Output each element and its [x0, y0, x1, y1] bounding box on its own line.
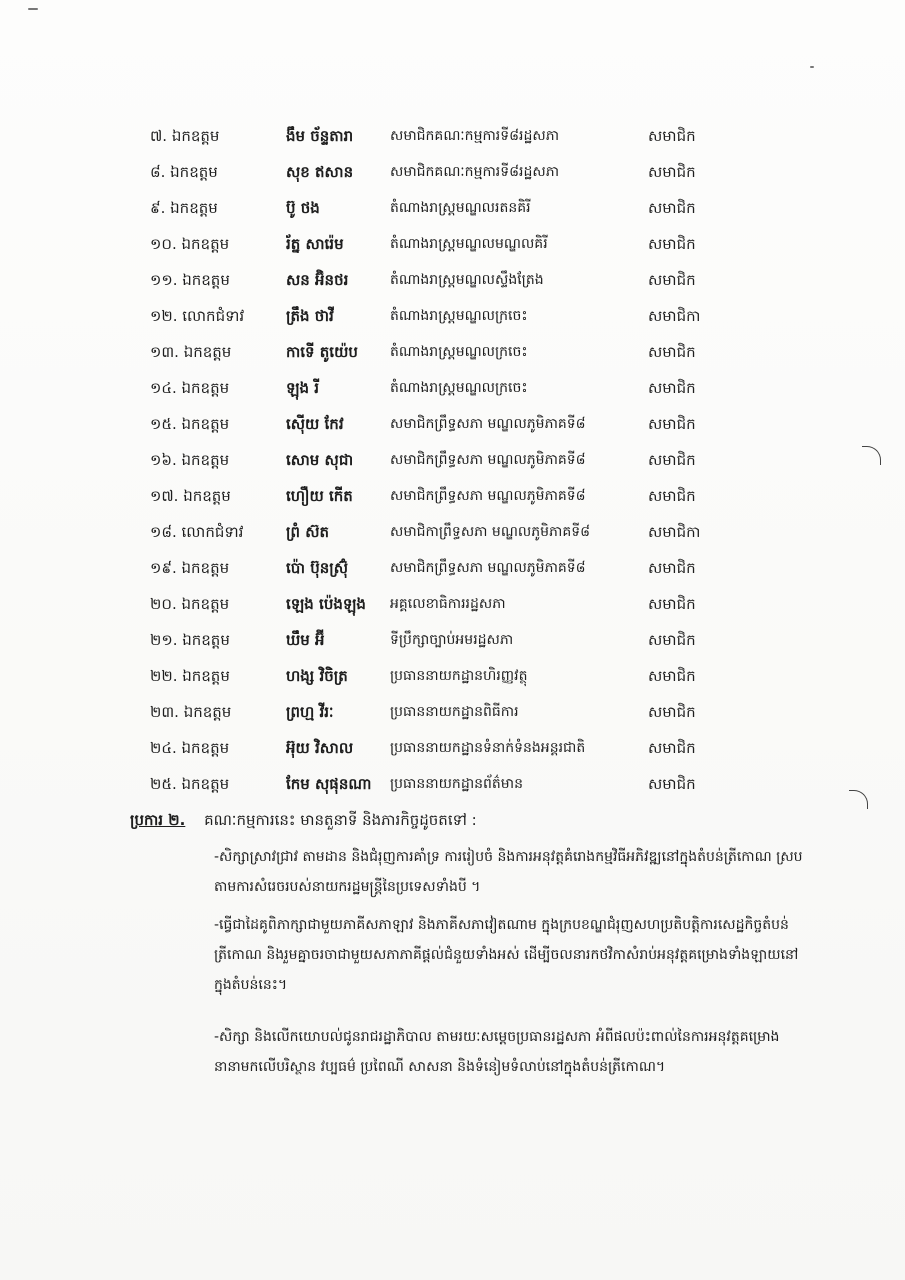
member-name: ឡេង ប៉េងឡុង [286, 595, 366, 613]
list-item [150, 298, 750, 334]
scan-mark [862, 446, 881, 465]
duty-paragraph-2: -ធ្វើជាដៃគូពិភាក្សាជាមួយភាគីសភាឡាវ និងភាគីសភាវៀតណាម ក្នុងក្របខណ្ឌជំរុញសហប្រតិបត្តិការសេដ្ឋកិច្ចតំបន់ត្រីកោណ និងរួមគ្នាចរចាជាមួយសភាភាគីផ្តល់ជំនួយទាំងអស់ ដើម្បីចលនារកថវិកាសំរាប់អនុវត្តគម្រោងទាំងឡាយនៅក្នុងតំបន់នេះ។ [214, 917, 799, 993]
list-item [150, 406, 750, 442]
list-item [150, 478, 750, 514]
member-name: ប៊ូ ថង [286, 199, 320, 217]
list-item [150, 370, 750, 406]
member-position: តំណាងរាស្ត្រមណ្ឌលរតនគិរី [390, 200, 531, 216]
member-number: ១៦. ឯកឧត្តម [150, 451, 230, 469]
member-number: ១៥. ឯកឧត្តម [150, 415, 230, 433]
member-name: អ៊ុយ វិសាល [286, 739, 354, 757]
member-position: ប្រធាននាយកដ្ឋានព័ត៌មាន [390, 776, 524, 792]
member-position: សមាជិកព្រឹទ្ធសភា មណ្ឌលភូមិភាគទី៨ [390, 416, 586, 432]
list-item [150, 190, 750, 226]
member-role: សមាជិក [648, 451, 696, 469]
member-position: សមាជិកព្រឹទ្ធសភា មណ្ឌលភូមិភាគទី៨ [390, 560, 586, 576]
member-name: សុខ ឥសាន [286, 163, 354, 181]
list-item [150, 586, 750, 622]
member-role: សមាជិក [648, 487, 696, 505]
list-item [150, 118, 750, 154]
member-name: រ័ត្ន សារ៉េម [286, 235, 344, 253]
member-name: ត្រឹង ថាវី [286, 307, 334, 325]
member-role: សមាជិក [648, 631, 696, 649]
member-list [150, 118, 750, 802]
member-position: សមាជិកព្រឹទ្ធសភា មណ្ឌលភូមិភាគទី៨ [390, 452, 586, 468]
list-item [150, 766, 750, 802]
list-item [150, 514, 750, 550]
member-position: តំណាងរាស្ត្រមណ្ឌលក្រចេះ [390, 344, 528, 360]
member-role: សមាជិក [648, 775, 696, 793]
member-position: តំណាងរាស្ត្រមណ្ឌលក្រចេះ [390, 308, 528, 324]
member-role: សមាជិកា [648, 307, 701, 325]
member-role: សមាជិកា [648, 523, 701, 541]
member-name: កែម សុផុនណា [286, 775, 372, 793]
member-role: សមាជិក [648, 235, 696, 253]
member-role: សមាជិក [648, 379, 696, 397]
member-number: ២៥. ឯកឧត្តម [150, 775, 230, 793]
member-position: តំណាងរាស្ត្រមណ្ឌលមណ្ឌលគិរី [390, 236, 548, 252]
member-name: ងឹម ច័ន្ទតារា [286, 127, 354, 145]
member-position: សមាជិកគណៈកម្មការទី៨រដ្ឋសភា [390, 128, 560, 144]
member-role: សមាជិក [648, 163, 696, 181]
member-number: ២២. ឯកឧត្តម [150, 667, 230, 685]
member-role: សមាជិក [648, 667, 696, 685]
scan-mark [849, 790, 868, 809]
list-item [150, 622, 750, 658]
scan-speck [28, 8, 38, 10]
member-name: ឡុង រី [286, 379, 320, 397]
member-position: ទីប្រឹក្សាច្បាប់អមរដ្ឋសភា [390, 632, 514, 648]
duty-paragraph-3: -សិក្សា និងលើកយោបល់ជូនរាជរដ្ឋាភិបាល តាមរយៈសម្តេចប្រធានរដ្ឋសភា អំពីផលប៉ះពាល់នៃការអនុវត្តគម្រោងនានាមកលើបរិស្ថាន វប្បធម៌ ប្រពៃណី សាសនា និងទំនៀមទំលាប់នៅក្នុងតំបន់ត្រីកោណ។ [214, 1029, 780, 1075]
member-number: ២០. ឯកឧត្តម [150, 595, 230, 613]
member-name: ហង្ស វិចិត្រ [286, 667, 348, 685]
list-item [150, 550, 750, 586]
member-position: សមាជិកាព្រឹទ្ធសភា មណ្ឌលភូមិភាគទី៨ [390, 524, 591, 540]
article-2-heading [130, 808, 477, 832]
article-text: គណៈកម្មការនេះ មានតួនាទី និងភារកិច្ចដូចតទៅ : [204, 811, 477, 829]
member-position: តំណាងរាស្ត្រមណ្ឌលក្រចេះ [390, 380, 528, 396]
member-number: ២១. ឯកឧត្តម [150, 631, 230, 649]
member-name: ប៉ោ ប៊ុនស៊្រុំ [286, 559, 349, 577]
member-number: ១១. ឯកឧត្តម [150, 271, 230, 289]
member-position: ប្រធាននាយកដ្ឋានពិធីការ [390, 704, 519, 720]
member-name: ហឿយ កើត [286, 487, 353, 505]
member-role: សមាជិក [648, 199, 696, 217]
member-position: ប្រធាននាយកដ្ឋានហិរញ្ញវត្ថុ [390, 668, 528, 684]
list-item [150, 226, 750, 262]
member-position: តំណាងរាស្ត្រមណ្ឌលស្ទឹងត្រែង [390, 272, 544, 288]
member-name: ស៊ើយ កែវ [286, 415, 344, 433]
member-name: សន អ៊ិនថរ [286, 271, 349, 289]
member-role: សមាជិក [648, 271, 696, 289]
member-number: ២៤. ឯកឧត្តម [150, 739, 230, 757]
member-role: សមាជិក [648, 703, 696, 721]
member-role: សមាជិក [648, 739, 696, 757]
member-name: កាទើ តូយ៉េប [286, 343, 358, 361]
member-role: សមាជិក [648, 415, 696, 433]
member-name: ឃឹម អ៊ី [286, 631, 325, 649]
scan-speck [810, 66, 814, 68]
member-number: ២៣. ឯកឧត្តម [150, 703, 232, 721]
member-number: ១៣. ឯកឧត្តម [150, 343, 232, 361]
member-position: សមាជិកគណៈកម្មការទី៨រដ្ឋសភា [390, 164, 560, 180]
member-number: ១៧. ឯកឧត្តម [150, 487, 231, 505]
list-item [150, 154, 750, 190]
member-number: ១៤. ឯកឧត្តម [150, 379, 230, 397]
member-number: ១៩. ឯកឧត្តម [150, 559, 230, 577]
member-role: សមាជិក [648, 127, 696, 145]
article-label: ប្រការ ២. [130, 811, 186, 829]
member-number: ១០. ឯកឧត្តម [150, 235, 230, 253]
duty-paragraph-1: -សិក្សាស្រាវជ្រាវ តាមដាន និងជំរុញការគាំទ្រ ការរៀបចំ និងការអនុវត្តគំរោងកម្មវិធីអភិវឌ្ឍនៅក្នុងតំបន់ត្រីកោណ ស្របតាមការសំរេចរបស់នាយករដ្ឋមន្ត្រីនៃប្រទេសទាំងបី ។ [214, 849, 803, 895]
member-number: ១៨. លោកជំទាវ [150, 523, 244, 541]
member-name: ព្រំ ស៊ត [286, 523, 330, 541]
member-number: ៨. ឯកឧត្តម [150, 163, 218, 181]
member-name: ព្រហ្ម វីរៈ [286, 703, 334, 721]
member-position: ប្រធាននាយកដ្ឋានទំនាក់ទំនងអន្តរជាតិ [390, 740, 586, 756]
list-item [150, 334, 750, 370]
member-role: សមាជិក [648, 343, 696, 361]
member-number: ១២. លោកជំទាវ [150, 307, 245, 325]
member-name: សោម សុជា [286, 451, 354, 469]
member-number: ៧. ឯកឧត្តម [150, 127, 220, 145]
list-item [150, 694, 750, 730]
member-position: អគ្គលេខាធិការរដ្ឋសភា [390, 596, 506, 612]
list-item [150, 442, 750, 478]
list-item [150, 658, 750, 694]
list-item [150, 730, 750, 766]
list-item [150, 262, 750, 298]
member-number: ៩. ឯកឧត្តម [150, 199, 218, 217]
member-position: សមាជិកព្រឹទ្ធសភា មណ្ឌលភូមិភាគទី៨ [390, 488, 586, 504]
member-role: សមាជិក [648, 595, 696, 613]
member-role: សមាជិក [648, 559, 696, 577]
